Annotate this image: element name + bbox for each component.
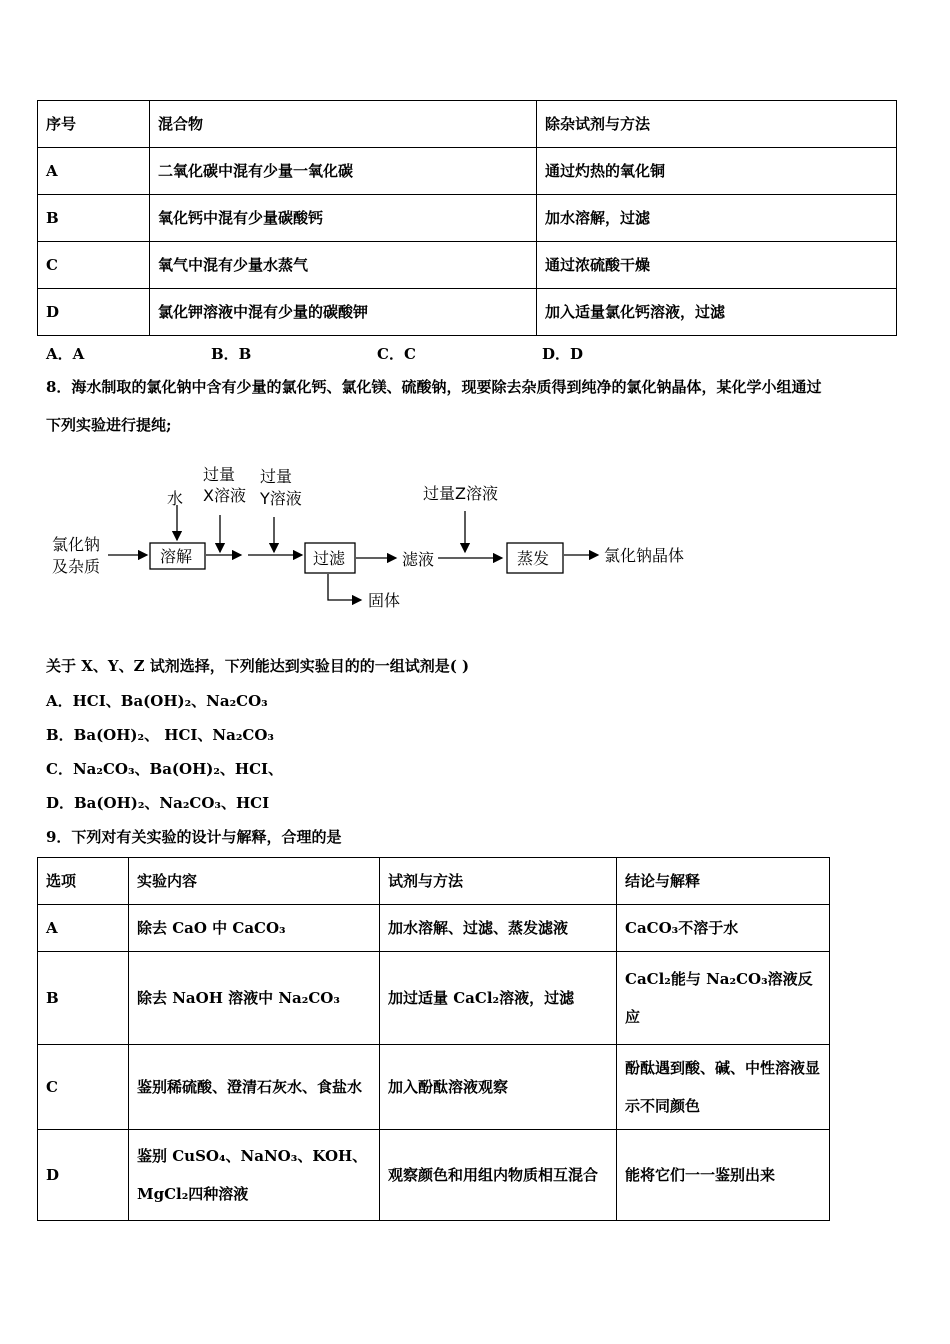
dissolve-label: 溶解 [160, 547, 193, 566]
q8-option-d: D．Ba(OH)₂、Na₂CO₃、HCI [46, 794, 270, 812]
table-cell: B [38, 952, 129, 1045]
header-cell: 结论与解释 [617, 858, 830, 905]
x-label-1: 过量 [203, 465, 236, 484]
table-cell: 除去 CaO 中 CaCO₃ [129, 905, 380, 952]
header-cell: 混合物 [150, 101, 537, 148]
product-label: 氯化钠晶体 [604, 546, 685, 565]
header-cell: 实验内容 [129, 858, 380, 905]
table-cell: 加入适量氯化钙溶液，过滤 [537, 289, 897, 336]
table-cell: 二氧化碳中混有少量一氧化碳 [150, 148, 537, 195]
q8-question: 关于 X、Y、Z 试剂选择，下列能达到实验目的的一组试剂是( ) [46, 657, 470, 675]
table-cell: 加水溶解、过滤、蒸发滤液 [380, 905, 617, 952]
table-cell: 除去 NaOH 溶液中 Na₂CO₃ [129, 952, 380, 1045]
table-cell: D [38, 1130, 129, 1221]
table-cell: 能将它们一一鉴别出来 [617, 1130, 830, 1221]
input-label-2: 及杂质 [52, 557, 101, 576]
y-label-2: Y溶液 [260, 489, 302, 508]
q8-stem-line1: 8．海水制取的氯化钠中含有少量的氯化钙、氯化镁、硫酸钠，现要除去杂质得到纯净的氯化钠晶体，某化学小组通过 [46, 378, 822, 396]
table-cell: A [38, 905, 129, 952]
solid-label: 固体 [368, 591, 401, 610]
table-row [38, 195, 897, 242]
z-label: 过量Z溶液 [423, 484, 498, 503]
header-cell: 试剂与方法 [380, 858, 617, 905]
table-cell: 酚酞遇到酸、碱、中性溶液显示不同颜色 [617, 1045, 830, 1130]
x-label-2: X溶液 [203, 486, 246, 505]
table-cell: 氧气中混有少量水蒸气 [150, 242, 537, 289]
q8-option-b: B．Ba(OH)₂、 HCI、Na₂CO₃ [46, 726, 275, 744]
header-cell: 选项 [38, 858, 129, 905]
table-row [38, 1045, 830, 1130]
table-cell: 鉴别稀硫酸、澄清石灰水、食盐水 [129, 1045, 380, 1130]
water-label: 水 [167, 489, 184, 508]
table-cell: 加水溶解，过滤 [537, 195, 897, 242]
table-cell: 鉴别 CuSO₄、NaNO₃、KOH、MgCl₂四种溶液 [129, 1130, 380, 1221]
table-row [38, 1130, 830, 1221]
q7-option-b: B．B [211, 345, 252, 363]
filtrate-label: 滤液 [402, 550, 435, 569]
table-row [38, 952, 830, 1045]
evaporate-label: 蒸发 [517, 549, 550, 568]
table-cell: B [38, 195, 150, 242]
table-row [38, 905, 830, 952]
input-label-1: 氯化钠 [52, 535, 101, 554]
table-cell: 氯化钾溶液中混有少量的碳酸钾 [150, 289, 537, 336]
table-cell: 氧化钙中混有少量碳酸钙 [150, 195, 537, 242]
table-cell: 通过浓硫酸干燥 [537, 242, 897, 289]
purification-flow-diagram [0, 455, 950, 620]
table-row [38, 242, 897, 289]
table-cell: 加入酚酞溶液观察 [380, 1045, 617, 1130]
table-row [38, 148, 897, 195]
table-cell: 通过灼热的氧化铜 [537, 148, 897, 195]
table-cell: 加过适量 CaCl₂溶液，过滤 [380, 952, 617, 1045]
mixture-table [37, 100, 897, 336]
table-cell: 观察颜色和用组内物质相互混合 [380, 1130, 617, 1221]
table-cell: C [38, 1045, 129, 1130]
table-cell: D [38, 289, 150, 336]
q9-stem: 9．下列对有关实验的设计与解释，合理的是 [46, 828, 342, 846]
header-cell: 序号 [38, 101, 150, 148]
table-row [38, 289, 897, 336]
table-header-row [38, 858, 830, 905]
q8-stem-line2: 下列实验进行提纯; [46, 416, 172, 434]
table-cell: CaCl₂能与 Na₂CO₃溶液反应 [617, 952, 830, 1045]
filter-label: 过滤 [313, 549, 346, 568]
q7-option-a: A．A [46, 345, 85, 363]
table-cell: CaCO₃不溶于水 [617, 905, 830, 952]
header-cell: 除杂试剂与方法 [537, 101, 897, 148]
q8-option-a: A．HCI、Ba(OH)₂、Na₂CO₃ [46, 692, 268, 710]
table-cell: A [38, 148, 150, 195]
y-label-1: 过量 [260, 467, 293, 486]
q8-option-c: C．Na₂CO₃、Ba(OH)₂、HCI、 [46, 760, 284, 778]
experiment-table [37, 857, 830, 1221]
table-header-row [38, 101, 897, 148]
q7-option-c: C．C [377, 345, 416, 363]
q7-option-d: D．D [542, 345, 584, 363]
table-cell: C [38, 242, 150, 289]
